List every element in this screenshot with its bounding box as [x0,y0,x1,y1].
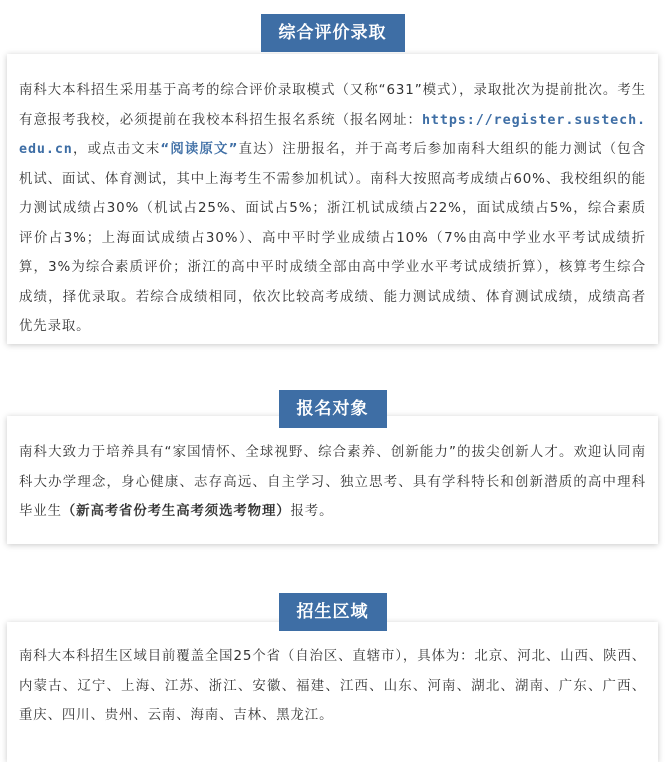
paragraph-text: 南科大致力于培养具有“家国情怀、全球视野、综合素养、创新能力”的拔尖创新人才。欢迎认同南科大办学理念，身心健康、志存高远、自主学习、独立思考、具有学科特长和创新潜质的高中理科毕业生 [19,445,646,519]
section-title: 综合评价录取 [261,14,405,52]
paragraph-text: 南科大本科招生区域目前覆盖全国25个省（自治区、直辖市），具体为：北京、河北、山西、陕西、内蒙古、辽宁、上海、江苏、浙江、安徽、福建、江西、山东、河南、湖北、湖南、广东、广西、重庆、四川、贵州、云南、海南、吉林、黑龙江。 [19,649,646,723]
register-url-link[interactable]: https://register.sustech.edu.cn [19,112,646,157]
section-regions [7,593,658,754]
content-card [7,622,658,762]
section-title: 招生区域 [279,593,387,631]
paragraph-text: 报考。 [290,504,334,519]
paragraph-text: ，或点击文末 [72,142,161,157]
paragraph [19,438,646,527]
section-applicants [7,390,658,550]
section-title: 报名对象 [279,390,387,428]
physics-requirement-note: （新高考省份考生高考须选考物理） [61,504,291,519]
section-admission-mode [7,14,658,344]
paragraph [19,76,646,342]
content-card [7,54,658,344]
content-card [7,416,658,544]
paragraph [19,642,646,731]
paragraph-text: 直达）注册报名，并于高考后参加南科大组织的能力测试（包含机试、面试、体育测试，其中上海考生不需参加机试）。南科大按照高考成绩占60%、我校组织的能力测试成绩占30%（机试占25%、面试占5%；浙江机试成绩占22%，面试成绩占5%，综合素质评价占3%；上海面试成绩占30%）、高中平时学业成绩占10%（7%由高中学业水平考试成绩折算，3%为综合素质评价；浙江的高中平时成绩全部由高中学业水平考试成绩折算），核算考生综合成绩，择优录取。若综合成绩相同，依次比较高考成绩、能力测试成绩、体育测试成绩，成绩高者优先录取。 [19,142,646,334]
paragraph-text: 南科大本科招生采用基于高考的综合评价录取模式（又称“631”模式），录取批次为提前批次。考生有意报考我校，必须提前在我校本科招生报名系统（报名网址： [19,83,646,128]
read-original-link[interactable]: “阅读原文” [160,142,239,157]
